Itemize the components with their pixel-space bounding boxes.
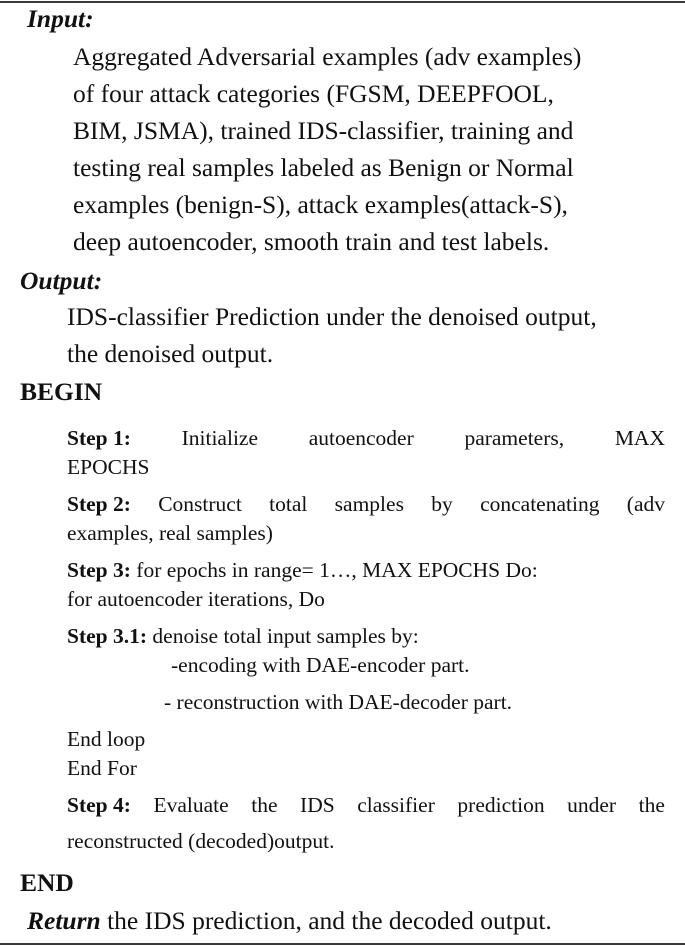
return-text: the IDS prediction, and the decoded output. bbox=[100, 906, 552, 935]
end-for: End For bbox=[67, 756, 137, 780]
end-keyword: END bbox=[20, 868, 74, 897]
step-3-label: Step 3: bbox=[67, 558, 131, 582]
top-rule bbox=[0, 1, 685, 3]
input-line: testing real samples labeled as Benign or Normal bbox=[73, 153, 574, 182]
step-3-continuation: for autoencoder iterations, Do bbox=[67, 587, 325, 611]
step-1-continuation: EPOCHS bbox=[67, 455, 150, 479]
input-line: of four attack categories (FGSM, DEEPFOOL, bbox=[73, 79, 554, 108]
input-line: examples (benign-S), attack examples(attack-S), bbox=[73, 190, 568, 219]
bottom-rule bbox=[0, 943, 685, 945]
step-1-label: Step 1: bbox=[67, 426, 131, 450]
output-line: IDS-classifier Prediction under the denoised output, bbox=[67, 302, 597, 331]
step-2-continuation: examples, real samples) bbox=[67, 521, 273, 545]
step-2: Step 2: Construct total samples by concatenating (adv bbox=[67, 492, 665, 516]
output-heading: Output: bbox=[20, 266, 103, 295]
input-line: deep autoencoder, smooth train and test labels. bbox=[73, 227, 550, 256]
step-3: Step 3: for epochs in range= 1…, MAX EPOCHS Do: bbox=[67, 558, 538, 582]
input-line: Aggregated Adversarial examples (adv examples) bbox=[73, 42, 582, 71]
step-3-1-label: Step 3.1: bbox=[67, 624, 148, 648]
step-4-label: Step 4: bbox=[67, 793, 131, 817]
return-line bbox=[27, 906, 552, 936]
begin-keyword: BEGIN bbox=[20, 377, 103, 406]
step-3-1-encoding: -encoding with DAE-encoder part. bbox=[171, 653, 470, 677]
return-keyword: Return bbox=[27, 906, 101, 935]
input-heading: Input: bbox=[27, 4, 94, 33]
output-line: the denoised output. bbox=[67, 339, 274, 368]
input-line: BIM, JSMA), trained IDS-classifier, training and bbox=[73, 116, 574, 145]
step-3-1-reconstruction: - reconstruction with DAE-decoder part. bbox=[164, 690, 513, 714]
step-4: Step 4: Evaluate the IDS classifier prediction under the bbox=[67, 793, 665, 817]
step-2-label: Step 2: bbox=[67, 492, 131, 516]
end-loop: End loop bbox=[67, 727, 146, 751]
step-3-1: Step 3.1: denoise total input samples by: bbox=[67, 624, 419, 648]
step-1: Step 1: Initialize autoencoder parameters, MAX bbox=[67, 426, 665, 450]
step-4-continuation: reconstructed (decoded)output. bbox=[67, 829, 335, 853]
